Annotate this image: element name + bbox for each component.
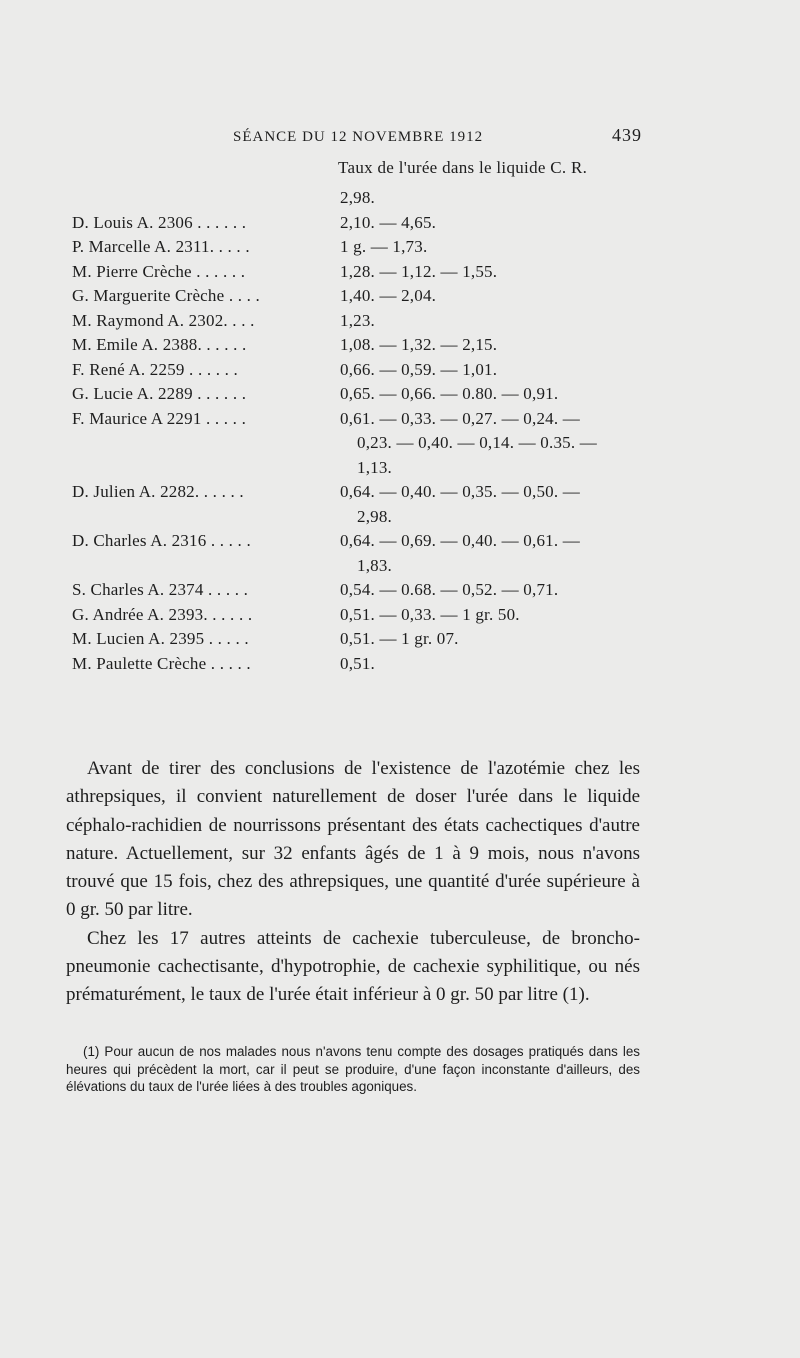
patient-name: D. Louis A. 2306 . . . . . . [72, 212, 247, 232]
table-row [72, 333, 652, 358]
urea-values [340, 358, 652, 383]
patient-name: P. Marcelle A. 2311. . . . . [72, 237, 250, 256]
urea-value-line: 2,10. — 4,65. [340, 212, 437, 232]
table-row [72, 578, 652, 603]
running-header [0, 125, 800, 151]
table-row [72, 382, 652, 407]
patient-name: M. Paulette Crèche . . . . . [72, 653, 251, 673]
urea-values [340, 333, 652, 358]
urea-values [340, 309, 652, 334]
urea-values [340, 603, 652, 628]
urea-value-line: 1 g. — 1,73. [340, 237, 428, 256]
urea-values [340, 382, 652, 407]
header-title: SÉANCE DU 12 NOVEMBRE 1912 [233, 129, 484, 145]
table-row [72, 186, 652, 211]
body-paragraph: Chez les 17 autres atteints de cachexie tuberculeuse, de broncho-pneumonie cachectisante, d'hypotrophie, de cachexie syphilitique, ou nés prématurément, le taux de l'urée était inférieur à 0 gr. 50 par litre (1). [66, 927, 640, 1006]
urea-value-line: 0,51. — 1 gr. 07. [340, 629, 459, 648]
patient-name: G. Marguerite Crèche . . . . [72, 286, 260, 305]
urea-value-line: 0,23. — 0,40. — 0,14. — 0.35. — [357, 433, 597, 452]
urea-table [72, 186, 652, 676]
table-row [72, 652, 652, 677]
patient-name: G. Andrée A. 2393. . . . . . [72, 604, 253, 624]
table-row [72, 407, 652, 481]
patient-name: M. Lucien A. 2395 . . . . . [72, 629, 249, 648]
table-row [72, 284, 652, 309]
urea-value-line: 2,98. [357, 506, 392, 526]
urea-values [340, 260, 652, 285]
table-row [72, 235, 652, 260]
urea-values [340, 211, 652, 236]
urea-value-line: 0,51. — 0,33. — 1 gr. 50. [340, 604, 520, 624]
urea-values [340, 407, 652, 481]
urea-values [340, 186, 652, 211]
urea-values [340, 480, 652, 529]
footnote-text: (1) Pour aucun de nos malades nous n'avons tenu compte des dosages pratiqués dans les heures qui précèdent la mort, car il peut se produire, d'une façon inconstante d'ailleurs, des élévations du taux de l'urée liées à des troubles agoniques. [66, 1044, 640, 1095]
urea-value-line: 1,13. [357, 457, 392, 477]
patient-name: F. Maurice A 2291 . . . . . [72, 408, 247, 428]
urea-value-line: 0,64. — 0,40. — 0,35. — 0,50. — [340, 482, 580, 501]
table-row [72, 529, 652, 578]
footnote [66, 1043, 640, 1096]
urea-value-line: 0,61. — 0,33. — 0,27. — 0,24. — [340, 408, 580, 428]
urea-value-line: 0,64. — 0,69. — 0,40. — 0,61. — [340, 531, 580, 550]
urea-value-line: 1,08. — 1,32. — 2,15. [340, 335, 498, 354]
patient-name: M. Emile A. 2388. . . . . . [72, 335, 247, 354]
patient-name: M. Raymond A. 2302. . . . [72, 310, 255, 330]
urea-value-line: 0,54. — 0.68. — 0,52. — 0,71. [340, 580, 559, 599]
table-row [72, 358, 652, 383]
urea-value-line: 1,40. — 2,04. [340, 286, 437, 305]
page-number: 439 [612, 125, 642, 145]
urea-value-line: 2,98. [340, 188, 375, 207]
patient-name: F. René A. 2259 . . . . . . [72, 359, 239, 379]
urea-values [340, 652, 652, 677]
table-row [72, 627, 652, 652]
body-text [66, 755, 640, 1010]
urea-values [340, 284, 652, 309]
table-row [72, 260, 652, 285]
patient-name: D. Julien A. 2282. . . . . . [72, 482, 244, 501]
urea-value-line: 0,66. — 0,59. — 1,01. [340, 359, 498, 379]
urea-value-line: 1,23. [340, 310, 375, 330]
urea-values [340, 529, 652, 578]
urea-value-line: 1,83. [357, 555, 392, 575]
patient-name: D. Charles A. 2316 . . . . . [72, 531, 251, 550]
urea-value-line: 0,51. [340, 653, 375, 673]
patient-name: S. Charles A. 2374 . . . . . [72, 580, 249, 599]
table-row [72, 480, 652, 529]
table-row [72, 309, 652, 334]
urea-values [340, 578, 652, 603]
urea-value-line: 0,65. — 0,66. — 0.80. — 0,91. [340, 384, 559, 403]
table-row [72, 211, 652, 236]
patient-name: G. Lucie A. 2289 . . . . . . [72, 384, 247, 403]
table-caption: Taux de l'urée dans le liquide C. R. [338, 158, 588, 177]
urea-value-line: 1,28. — 1,12. — 1,55. [340, 261, 498, 281]
urea-values [340, 627, 652, 652]
table-row [72, 603, 652, 628]
body-paragraph: Avant de tirer des conclusions de l'existence de l'azotémie chez les athrepsiques, il convient naturellement de doser l'urée dans le liquide céphalo-rachidien de nourrissons présentant des états cachectiques d'autre nature. Actuellement, sur 32 enfants âgés de 1 à 9 mois, nous n'avons trouvé que 15 fois, chez des athrepsiques, une quantité d'urée supérieure à 0 gr. 50 par litre. [66, 758, 640, 921]
urea-values [340, 235, 652, 260]
patient-name: M. Pierre Crèche . . . . . . [72, 261, 246, 281]
